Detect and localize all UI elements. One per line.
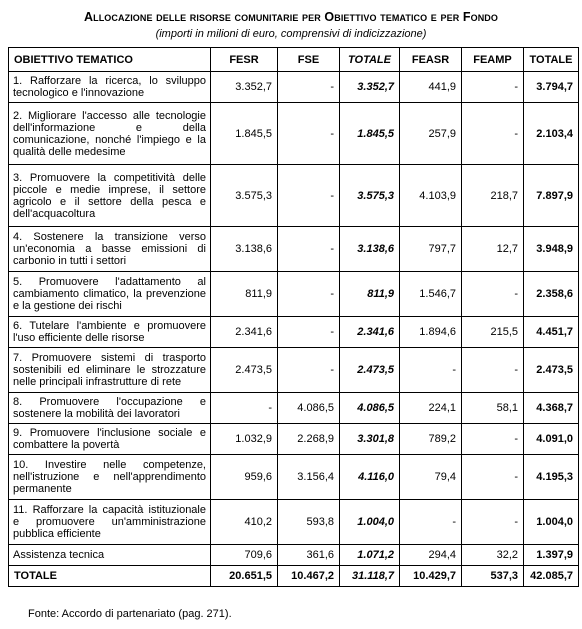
totale-cell: 2.103,4 xyxy=(524,103,579,165)
obiettivo-cell: 11. Rafforzare la capacità istituzionale e promuovere un'amministrazione pubblica efficiente xyxy=(9,500,211,545)
table-row xyxy=(9,165,579,227)
fesr-cell: 1.845,5 xyxy=(211,103,278,165)
feasr-cell: 4.103,9 xyxy=(400,165,462,227)
obiettivo-cell: Assistenza tecnica xyxy=(9,545,211,566)
fse-cell: - xyxy=(278,72,340,103)
feamp-cell: 58,1 xyxy=(462,393,524,424)
feasr-cell: 797,7 xyxy=(400,227,462,272)
totale-fesr-fse-cell: 1.845,5 xyxy=(340,103,400,165)
table-row xyxy=(9,424,579,455)
totale-cell: 1.004,0 xyxy=(524,500,579,545)
total-feasr: 10.429,7 xyxy=(400,566,462,587)
total-label: TOTALE xyxy=(9,566,211,587)
total-feamp: 537,3 xyxy=(462,566,524,587)
table-row xyxy=(9,272,579,317)
totale-fesr-fse-cell: 4.086,5 xyxy=(340,393,400,424)
obiettivo-cell: 2. Migliorare l'accesso alle tecnologie dell'informazione e della comunicazione, nonché l'impiego e la qualità delle medesime xyxy=(9,103,211,165)
totale-cell: 4.195,3 xyxy=(524,455,579,500)
table-row xyxy=(9,227,579,272)
fesr-cell: 3.575,3 xyxy=(211,165,278,227)
header-row xyxy=(9,48,579,72)
table-title: Allocazione delle risorse comunitarie per Obiettivo tematico e per Fondo xyxy=(83,10,499,24)
fesr-cell: 410,2 xyxy=(211,500,278,545)
totale-fesr-fse-cell: 3.138,6 xyxy=(340,227,400,272)
fse-cell: - xyxy=(278,272,340,317)
fse-cell: 593,8 xyxy=(278,500,340,545)
source-note: Fonte: Accordo di partenariato (pag. 271). xyxy=(28,608,232,620)
fse-cell: - xyxy=(278,317,340,348)
fse-cell: 4.086,5 xyxy=(278,393,340,424)
table-body xyxy=(9,72,579,587)
feamp-cell: - xyxy=(462,455,524,500)
totale-fesr-fse-cell: 2.473,5 xyxy=(340,348,400,393)
fse-cell: 2.268,9 xyxy=(278,424,340,455)
totale-fesr-fse-cell: 2.341,6 xyxy=(340,317,400,348)
totale-cell: 2.358,6 xyxy=(524,272,579,317)
fesr-cell: 3.352,7 xyxy=(211,72,278,103)
table-row xyxy=(9,393,579,424)
fesr-cell: 1.032,9 xyxy=(211,424,278,455)
feamp-cell: - xyxy=(462,500,524,545)
table-row xyxy=(9,348,579,393)
table-row xyxy=(9,500,579,545)
totale-cell: 2.473,5 xyxy=(524,348,579,393)
totale-fesr-fse-cell: 3.301,8 xyxy=(340,424,400,455)
obiettivo-cell: 1. Rafforzare la ricerca, lo sviluppo tecnologico e l'innovazione xyxy=(9,72,211,103)
feasr-cell: 441,9 xyxy=(400,72,462,103)
table-row xyxy=(9,455,579,500)
totale-cell: 3.948,9 xyxy=(524,227,579,272)
feamp-cell: 218,7 xyxy=(462,165,524,227)
fse-cell: 361,6 xyxy=(278,545,340,566)
header-totale-fesr-fse: TOTALE xyxy=(340,48,400,72)
feamp-cell: 12,7 xyxy=(462,227,524,272)
totale-fesr-fse-cell: 3.575,3 xyxy=(340,165,400,227)
table-row xyxy=(9,545,579,566)
allocation-table xyxy=(8,47,579,587)
obiettivo-cell: 4. Sostenere la transizione verso un'economia a basse emissioni di carbonio in tutti i settori xyxy=(9,227,211,272)
feamp-cell: 32,2 xyxy=(462,545,524,566)
obiettivo-cell: 7. Promuovere sistemi di trasporto sostenibili ed eliminare le strozzature nelle principali infrastrutture di rete xyxy=(9,348,211,393)
table-row xyxy=(9,317,579,348)
total-fesr: 20.651,5 xyxy=(211,566,278,587)
totale-fesr-fse-cell: 811,9 xyxy=(340,272,400,317)
totale-cell: 3.794,7 xyxy=(524,72,579,103)
feasr-cell: 79,4 xyxy=(400,455,462,500)
fse-cell: - xyxy=(278,348,340,393)
totale-cell: 4.451,7 xyxy=(524,317,579,348)
feamp-cell: - xyxy=(462,72,524,103)
totale-cell: 4.368,7 xyxy=(524,393,579,424)
feasr-cell: 294,4 xyxy=(400,545,462,566)
obiettivo-cell: 6. Tutelare l'ambiente e promuovere l'uso efficiente delle risorse xyxy=(9,317,211,348)
fesr-cell: - xyxy=(211,393,278,424)
fse-cell: - xyxy=(278,227,340,272)
totale-fesr-fse-cell: 3.352,7 xyxy=(340,72,400,103)
obiettivo-cell: 3. Promuovere la competitività delle piccole e medie imprese, il settore agricolo e il settore della pesca e dell'acquacoltura xyxy=(9,165,211,227)
fesr-cell: 3.138,6 xyxy=(211,227,278,272)
obiettivo-cell: 8. Promuovere l'occupazione e sostenere la mobilità dei lavoratori xyxy=(9,393,211,424)
fse-cell: - xyxy=(278,165,340,227)
feasr-cell: - xyxy=(400,500,462,545)
obiettivo-cell: 5. Promuovere l'adattamento al cambiamento climatico, la prevenzione e la gestione dei rischi xyxy=(9,272,211,317)
header-feamp: FEAMP xyxy=(462,48,524,72)
fesr-cell: 2.473,5 xyxy=(211,348,278,393)
feamp-cell: - xyxy=(462,272,524,317)
total-row xyxy=(9,566,579,587)
totale-cell: 7.897,9 xyxy=(524,165,579,227)
feasr-cell: 789,2 xyxy=(400,424,462,455)
totale-fesr-fse-cell: 1.004,0 xyxy=(340,500,400,545)
total-totale: 42.085,7 xyxy=(524,566,579,587)
fesr-cell: 2.341,6 xyxy=(211,317,278,348)
feasr-cell: 257,9 xyxy=(400,103,462,165)
fesr-cell: 709,6 xyxy=(211,545,278,566)
table-row xyxy=(9,103,579,165)
fesr-cell: 811,9 xyxy=(211,272,278,317)
table-row xyxy=(9,72,579,103)
total-fse: 10.467,2 xyxy=(278,566,340,587)
total-totale-fesr-fse: 31.118,7 xyxy=(340,566,400,587)
feasr-cell: 1.546,7 xyxy=(400,272,462,317)
feamp-cell: - xyxy=(462,348,524,393)
feasr-cell: 224,1 xyxy=(400,393,462,424)
fse-cell: 3.156,4 xyxy=(278,455,340,500)
totale-fesr-fse-cell: 4.116,0 xyxy=(340,455,400,500)
totale-cell: 1.397,9 xyxy=(524,545,579,566)
header-obiettivo: OBIETTIVO TEMATICO xyxy=(9,48,211,72)
feasr-cell: - xyxy=(400,348,462,393)
fesr-cell: 959,6 xyxy=(211,455,278,500)
table-subtitle: (importi in milioni di euro, comprensivi di indicizzazione) xyxy=(155,28,427,40)
feamp-cell: 215,5 xyxy=(462,317,524,348)
totale-cell: 4.091,0 xyxy=(524,424,579,455)
totale-fesr-fse-cell: 1.071,2 xyxy=(340,545,400,566)
header-feasr: FEASR xyxy=(400,48,462,72)
header-fse: FSE xyxy=(278,48,340,72)
feamp-cell: - xyxy=(462,424,524,455)
feamp-cell: - xyxy=(462,103,524,165)
feasr-cell: 1.894,6 xyxy=(400,317,462,348)
header-totale: TOTALE xyxy=(524,48,579,72)
obiettivo-cell: 9. Promuovere l'inclusione sociale e combattere la povertà xyxy=(9,424,211,455)
header-fesr: FESR xyxy=(211,48,278,72)
fse-cell: - xyxy=(278,103,340,165)
obiettivo-cell: 10. Investire nelle competenze, nell'istruzione e nell'apprendimento permanente xyxy=(9,455,211,500)
